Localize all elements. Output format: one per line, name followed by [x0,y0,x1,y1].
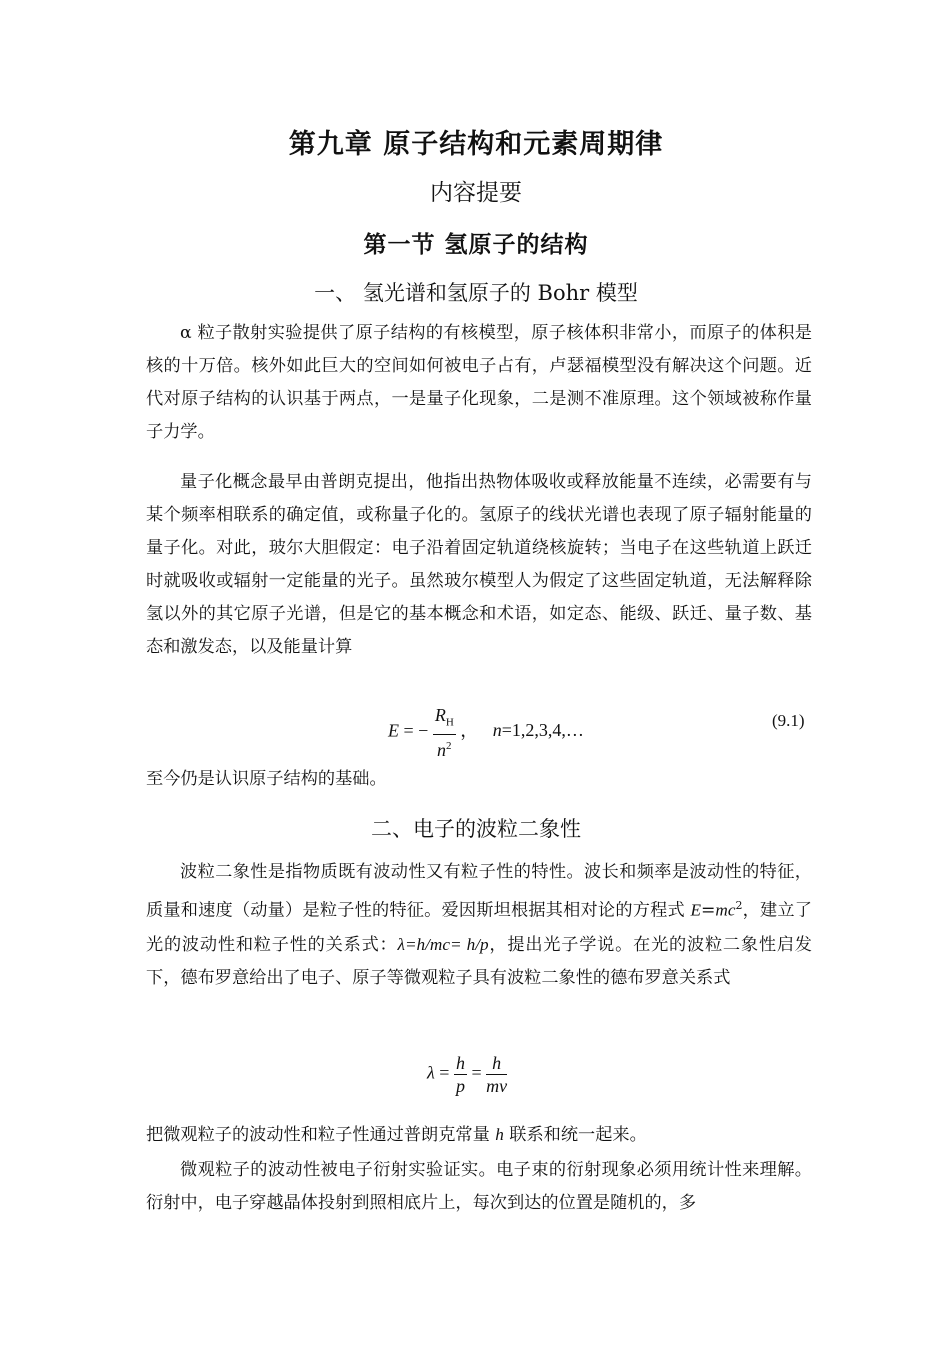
eq2-fraction-h-p: $\frac{h}{p}$ [455,1053,465,1096]
paragraph-quantization: 量子化概念最早由普朗克提出，他指出热物体吸收或释放能量不连续，必需要有与某个频率相联系的确定值，或称量子化的。氢原子的线状光谱也表现了原子辐射能量的量子化。对此，玻尔大胆假定：电子沿着固定轨道绕核旋转；当电子在这些轨道上跃迁时就吸收或辐射一定能量的光子。虽然玻尔模型人为假定了这些固定轨道，无法解释除氢以外的其它原子光谱，但是它的基本概念和术语，如定态、能级、跃迁、量子数、基态和激发态，以及能量计算 [146,472,812,657]
eq-equals-minus: = − [403,720,429,741]
section-title: 第一节 氢原子的结构 [363,232,589,258]
eq2-fraction-h-mv: $\frac{h}{mv}$ [486,1053,508,1096]
heading-wave-particle: 二、电子的波粒二象性 [371,817,581,841]
eq-comma: ， [460,720,479,741]
paragraph-wave-particle: 波粒二象性是指物质既有波动性又有粒子性的特性。波长和频率是波动性的特征，质量和速度（动量）是粒子性的特征。爱因斯坦根据其相对论的方程式 $E=mc^2$，建立了光的波动性和粒子性的关系式：λ=h/mc= h/p，提出光子学说。在光的波粒二象性启发下，德布罗意给出了电子、原子等微观粒子具有波粒二象性的德布罗意关系式 [146,862,812,988]
lambda-relation: λ=h/mc= h/p [397,934,489,954]
eq-energy-symbol: E [388,720,399,741]
eq-fraction [433,704,456,761]
eq-condition: n=1,2,3,4,… [492,720,584,741]
paragraph-diffraction: 微观粒子的波动性被电子衍射实验证实。电子束的衍射现象必须用统计性来理解。衍射中，电子穿越晶体投射到照相底片上，每次到达的位置是随机的，多 [146,1160,812,1213]
heading-bohr-model: 一、 氢光谱和氢原子的 Bohr 模型 [314,281,638,305]
eq-denominator: $n^2$ [437,739,452,760]
content-summary-subtitle: 内容提要 [430,180,522,206]
equation-number: (9.1) [772,711,805,730]
paragraph-foundation: 至今仍是认识原子结构的基础。 [146,769,387,789]
paragraph-planck-constant: 把微观粒子的波动性和粒子性通过普朗克常量 h 联系和统一起来。 [146,1125,647,1145]
paragraph-nuclear-model: α 粒子散射实验提供了原子结构的有核模型，原子核体积非常小，而原子的体积是核的十万倍。核外如此巨大的空间如何被电子占有，卢瑟福模型没有解决这个问题。近代对原子结构的认识基于两点，一是量子化现象，二是测不准原理。这个领域被称作量子力学。 [146,323,812,442]
eq2-lambda: λ [427,1062,435,1083]
chapter-title: 第九章 原子结构和元素周期律 [288,129,664,160]
equation-energy-levels [388,704,584,761]
eq-numerator: $R_H$ [433,704,456,735]
equation-de-broglie: λ = $\frac{h}{p}$ = $\frac{h}{mv}$ [427,1053,508,1096]
